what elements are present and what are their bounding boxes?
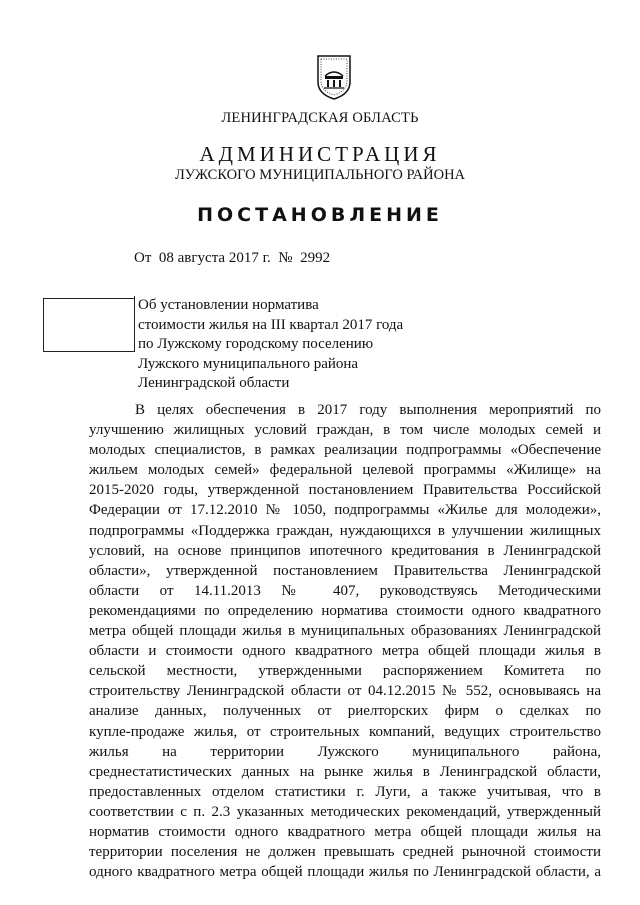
district-name: ЛУЖСКОГО МУНИЦИПАЛЬНОГО РАЙОНА <box>174 167 466 183</box>
body-line: купле-продаже жилья, от строительных компаний, ведущих строительство <box>89 723 601 740</box>
body-line: метра общей площади жилья в муниципальных образованиях Ленинградской <box>89 623 601 640</box>
body-text <box>89 400 601 882</box>
body-line: среднестатистических данных на рынке жилья в Ленинградской области, <box>89 763 601 780</box>
body-line: жилья на территории Лужского муниципального района, <box>89 743 601 760</box>
subject-line: Об установлении норматива <box>138 297 319 313</box>
coat-of-arms-icon <box>316 54 352 100</box>
body-line: В целях обеспечения в 2017 году выполнения мероприятий по <box>135 402 601 418</box>
body-line: сельской местности, утвержденными распоряжением Комитета по <box>89 663 601 680</box>
date-number-line: От 08 августа 2017 г. № 2992 <box>134 250 331 266</box>
body-line: молодых специалистов, в рамках реализации подпрограммы «Обеспечение <box>89 442 601 459</box>
body-line: условий, на основе принципов ипотечного кредитования в Ленинградской <box>89 542 601 559</box>
body-line: подпрограммы «Поддержка граждан, нуждающихся в улучшении жилищных <box>89 522 601 539</box>
body-line: области», утвержденной постановлением Правительства Ленинградской <box>89 562 601 579</box>
subject-line: стоимости жилья на III квартал 2017 года <box>138 316 404 333</box>
subject-line: Лужского муниципального района <box>138 355 359 372</box>
body-line: улучшению жилищных условий граждан, в том числе молодых семей и <box>89 422 601 439</box>
registration-stamp-box <box>43 298 135 352</box>
body-line: Федерации от 17.12.2010 № 1050, подпрограммы «Жилье для молодежи», <box>89 502 601 519</box>
body-line: области и стоимости одного квадратного метра общей площади жилья в <box>89 643 601 660</box>
subject-line: Ленинградской области <box>138 375 290 391</box>
body-line: территории поселения не должен превышать средней рыночной стоимости <box>89 844 601 861</box>
subject-bracket-line <box>134 296 135 352</box>
administration-title: АДМИНИСТРАЦИЯ <box>199 142 441 166</box>
body-line: соответствии с п. 2.3 указанных методических рекомендаций, утвержденный <box>89 803 601 820</box>
subject-block <box>138 296 403 394</box>
body-line: 2015-2020 годы, утвержденной постановлением Правительства Российской <box>89 482 601 499</box>
document-type-title: ПОСТАНОВЛЕНИЕ <box>197 204 443 226</box>
subject-line: по Лужскому городскому поселению <box>138 336 374 352</box>
body-line: одного квадратного метра общей площади жилья по Ленинградской области, а <box>89 864 601 881</box>
body-line: строительству Ленинградской области от 04.12.2015 № 552, основываясь на <box>89 683 601 700</box>
body-line: анализе данных, полученных от риелторских фирм о сделках по <box>89 703 601 720</box>
body-line: рекомендациями по определению норматива стоимости одного квадратного <box>89 602 601 619</box>
body-line: жильем молодых семей» федеральной целевой программы «Жилище» на <box>89 462 601 479</box>
region-name: ЛЕНИНГРАДСКАЯ ОБЛАСТЬ <box>221 110 419 126</box>
body-line: области от 14.11.2013 № 407, руководствуясь Методическими <box>89 582 601 599</box>
body-line: норматив стоимости одного квадратного метра общей площади жилья на <box>89 823 601 840</box>
body-line: предоставленных отделом статистики г. Луги, а также учитывая, что в <box>89 783 601 800</box>
